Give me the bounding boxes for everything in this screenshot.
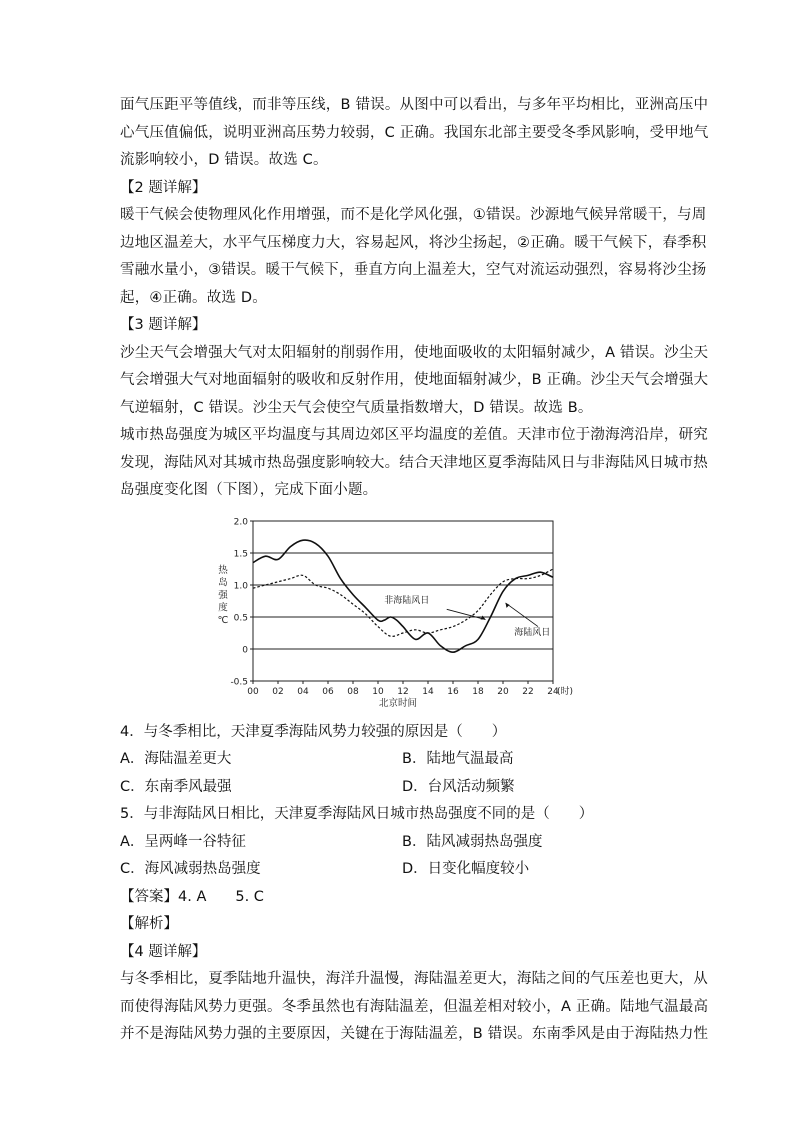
y-tick-label: -0.5 <box>230 677 248 687</box>
x-unit-label: (时) <box>557 686 574 697</box>
text-line: 面气压距平等值线，而非等压线，B 错误。从图中可以看出，与多年平均相比，亚洲高压中 <box>120 97 709 113</box>
text-line: 而使得海陆风势力更强。冬季虽然也有海陆温差，但温差相对较小，A 正确。陆地气温最高 <box>120 998 709 1015</box>
x-tick-label: 04 <box>297 686 309 697</box>
x-tick-label: 14 <box>422 686 434 697</box>
text-line: 心气压值偏低，说明亚洲高压势力较弱，C 正确。我国东北部主要受冬季风影响，受甲地气 <box>120 124 709 141</box>
x-tick-label: 10 <box>372 686 384 697</box>
x-tick-label: 02 <box>272 686 284 697</box>
question-4-options-row1 <box>120 746 680 774</box>
y-tick-label: 0.5 <box>233 613 248 623</box>
x-tick-label: 08 <box>347 686 359 697</box>
text-line: 起，④正确。故选 D。 <box>120 289 267 306</box>
paragraph-intro <box>120 422 708 505</box>
text-line: 暖干气候会使物理风化作用增强，而不是化学风化强，①错误。沙源地气候异常暖干，与周 <box>120 207 707 223</box>
annotation-leader <box>506 602 539 626</box>
x-tick-label: 22 <box>522 686 534 697</box>
x-tick-label: 16 <box>447 686 459 697</box>
question-5-options-row2 <box>120 856 680 884</box>
series-label-non-sea-land: 非海陆风日 <box>384 595 430 606</box>
y-tick-label: 0 <box>242 645 248 655</box>
x-tick-label: 20 <box>497 686 509 697</box>
paragraph-q3 <box>120 340 709 423</box>
question-4-stem: 4．与冬季相比，天津夏季海陆风势力较强的原因是（ ） <box>120 723 507 740</box>
heat-island-chart <box>120 511 680 715</box>
option-5b[interactable]: B．陆风减弱热岛强度 <box>402 833 543 850</box>
text-line: 边地区温差大，水平气压梯度力大，容易起风，将沙尘扬起，②正确。暖干气候下，春季积 <box>120 234 707 251</box>
annotation-arrowhead <box>481 615 486 619</box>
heading-q4: 【4 题详解】 <box>120 943 207 960</box>
paragraph-q2 <box>120 202 707 312</box>
text-line: 流影响较小，D 错误。故选 C。 <box>120 152 328 168</box>
option-5d[interactable]: D．日变化幅度较小 <box>402 861 530 877</box>
text-line: 沙尘天气会增强大气对太阳辐射的削弱作用，使地面吸收的太阳辐射减少，A 错误。沙尘天 <box>120 344 709 361</box>
option-4a[interactable]: A．海陆温差更大 <box>120 751 232 767</box>
x-tick-label: 00 <box>247 686 259 697</box>
y-axis-label: 热岛强度℃ <box>217 564 229 626</box>
x-tick-label: 12 <box>397 686 409 697</box>
analysis-heading: 【解析】 <box>120 916 178 932</box>
option-5c[interactable]: C．海风减弱热岛强度 <box>120 861 261 877</box>
annotation-leader <box>447 609 486 619</box>
text-line: 与冬季相比，夏季陆地升温快，海洋升温慢，海陆温差更大，海陆之间的气压差也更大，从 <box>120 971 708 987</box>
option-4d[interactable]: D．台风活动频繁 <box>402 778 515 795</box>
paragraph-q4 <box>120 966 709 1049</box>
text-line: 气逆辐射，C 错误。沙尘天气会使空气质量指数增大，D 错误。故选 B。 <box>120 399 593 416</box>
x-tick-label: 24 <box>547 686 559 697</box>
option-4b[interactable]: B．陆地气温最高 <box>402 751 514 767</box>
series-label-sea-land: 海陆风日 <box>514 627 551 638</box>
y-tick-label: 1.5 <box>233 549 248 559</box>
x-tick-label: 18 <box>472 686 484 697</box>
document-page <box>120 92 709 1049</box>
annotation-arrowhead <box>506 602 510 607</box>
text-line: 发现，海陆风对其城市热岛强度影响较大。结合天津地区夏季海陆风日与非海陆风日城市热 <box>120 454 708 471</box>
option-5a[interactable]: A．呈两峰一谷特征 <box>120 833 246 850</box>
text-line: 岛强度变化图（下图），完成下面小题。 <box>120 482 378 498</box>
text-line: 城市热岛强度为城区平均温度与其周边郊区平均温度的差值。天津市位于渤海湾沿岸，研究 <box>120 427 708 443</box>
text-line: 雪融水量小，③错误。暖干气候下，垂直方向上温差大，空气对流运动强烈，容易将沙尘扬 <box>120 262 707 278</box>
question-5-options-row1 <box>120 829 680 857</box>
x-tick-label: 06 <box>322 686 334 697</box>
text-line: 并不是海陆风势力强的主要原因，关键在于海陆温差，B 错误。东南季风是由于海陆热力性 <box>120 1026 709 1042</box>
heading-q3: 【3 题详解】 <box>120 317 207 333</box>
heading-q2: 【2 题详解】 <box>120 179 207 196</box>
question-4-options-row2 <box>120 774 680 802</box>
answer-line: 【答案】4. A 5. C <box>120 888 264 905</box>
y-tick-label: 2.0 <box>233 517 248 527</box>
option-4c[interactable]: C．东南季风最强 <box>120 778 232 795</box>
question-5-stem: 5．与非海陆风日相比，天津夏季海陆风日城市热岛强度不同的是（ ） <box>120 806 594 822</box>
x-axis-label: 北京时间 <box>378 697 418 709</box>
text-line: 气会增强大气对地面辐射的吸收和反射作用，使地面辐射减少，B 正确。沙尘天气会增强大 <box>120 372 709 388</box>
y-tick-label: 1.0 <box>233 581 248 591</box>
chart-svg <box>120 511 680 715</box>
paragraph-top <box>120 92 709 175</box>
